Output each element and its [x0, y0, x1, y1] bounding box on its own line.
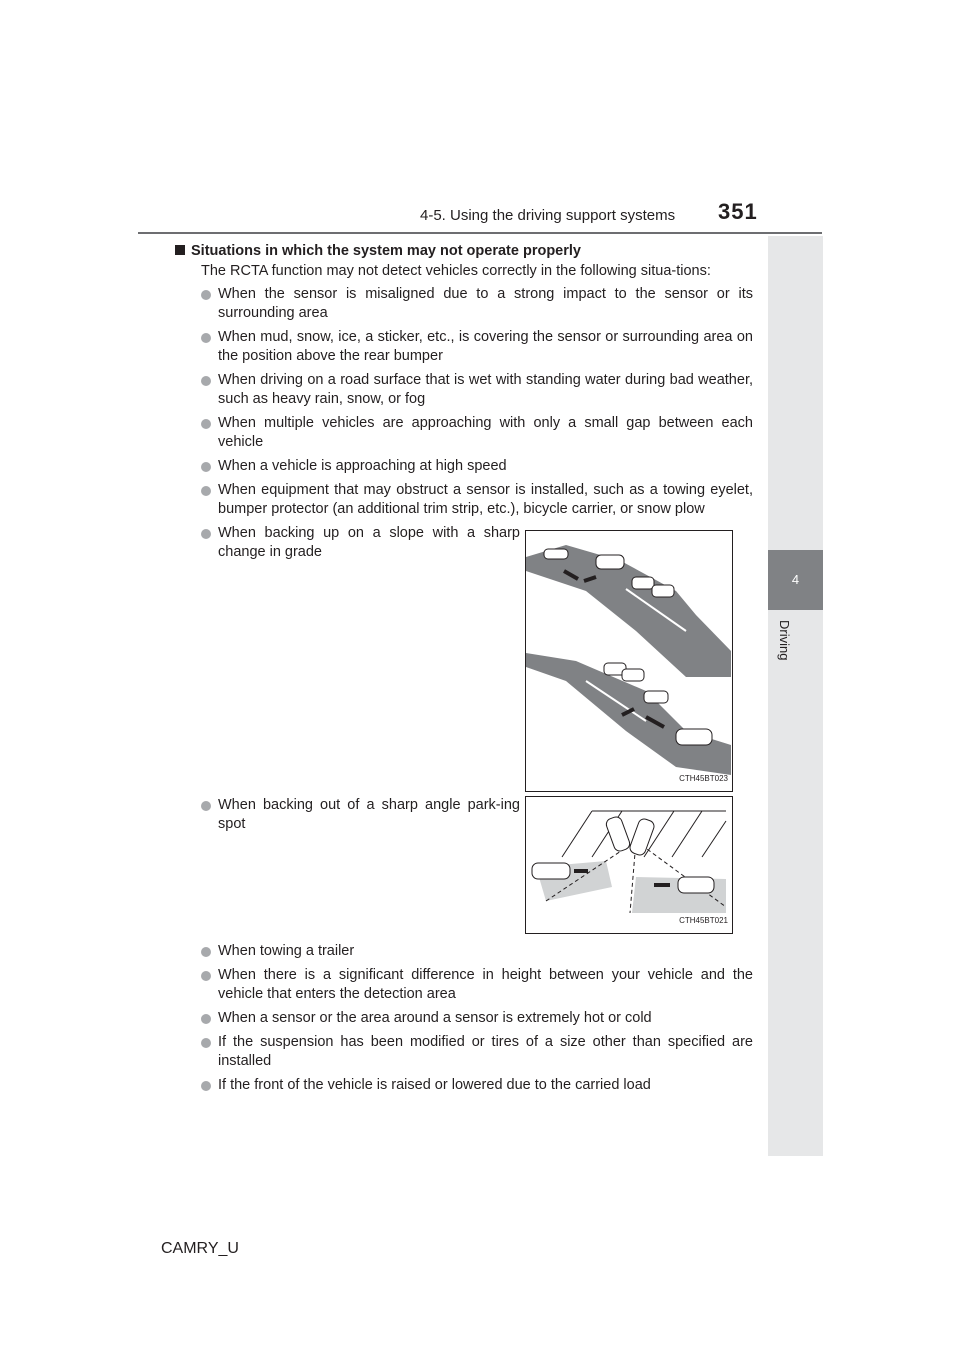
list-item: When the sensor is misaligned due to a strong impact to the sensor or its surrounding area [183, 285, 753, 323]
list-item: If the front of the vehicle is raised or lowered due to the carried load [183, 1076, 753, 1095]
list-item: When equipment that may obstruct a sensor is installed, such as a towing eyelet, bumper protector (an additional trim strip, etc.), bicycle carrier, or snow plow [183, 481, 753, 519]
square-bullet-icon [175, 245, 185, 255]
parking-illustration [525, 796, 733, 934]
side-strip [768, 236, 823, 1156]
subheading-text: Situations in which the system may not operate properly [191, 243, 581, 259]
list-item: When towing a trailer [183, 942, 753, 961]
chapter-tab: 4 [768, 550, 823, 610]
bullet-dot-icon [201, 801, 211, 811]
bullet-dot-icon [201, 1081, 211, 1091]
bullet-dot-icon [201, 462, 211, 472]
list-item: When a sensor or the area around a sensor is extremely hot or cold [183, 1009, 753, 1028]
list-item: When multiple vehicles are approaching with only a small gap between each vehicle [183, 414, 753, 452]
list-item: When backing out of a sharp angle park-ing spot [183, 796, 520, 834]
bullet-dot-icon [201, 376, 211, 386]
bullet-dot-icon [201, 486, 211, 496]
page-number: 351 [718, 199, 758, 224]
header-rule [138, 232, 822, 234]
list-item: When driving on a road surface that is wet with standing water during bad weather, such as heavy rain, snow, or fog [183, 371, 753, 409]
bullet-dot-icon [201, 333, 211, 343]
slope-diagram-svg [526, 531, 732, 791]
bullet-dot-icon [201, 419, 211, 429]
list-item: When backing up on a slope with a sharp change in grade [183, 524, 520, 562]
footer-model-code: CAMRY_U [161, 1240, 239, 1257]
bullet-dot-icon [201, 1014, 211, 1024]
page-header-section: 4-5. Using the driving support systems [420, 207, 676, 224]
list-item: When there is a significant difference in height between your vehicle and the vehicle that enters the detection area [183, 966, 753, 1004]
list-item: When mud, snow, ice, a sticker, etc., is covering the sensor or surrounding area on the position above the rear bumper [183, 328, 753, 366]
figure-row-slope [183, 524, 753, 796]
bullet-dot-icon [201, 1038, 211, 1048]
intro-text: The RCTA function may not detect vehicles correctly in the following situa-tions: [201, 263, 711, 279]
bullet-dot-icon [201, 290, 211, 300]
bullet-dot-icon [201, 971, 211, 981]
slope-illustration [525, 530, 733, 792]
figure-row-parking [183, 796, 753, 942]
figure-caption: CTH45BT023 [679, 774, 728, 783]
chapter-label: Driving [777, 620, 792, 661]
list-item: If the suspension has been modified or tires of a size other than specified are installed [183, 1033, 753, 1071]
figure-caption: CTH45BT021 [679, 916, 728, 925]
bullet-dot-icon [201, 947, 211, 957]
list-item: When a vehicle is approaching at high speed [183, 457, 753, 476]
main-content [183, 242, 753, 1100]
subheading [175, 242, 745, 261]
bullet-dot-icon [201, 529, 211, 539]
